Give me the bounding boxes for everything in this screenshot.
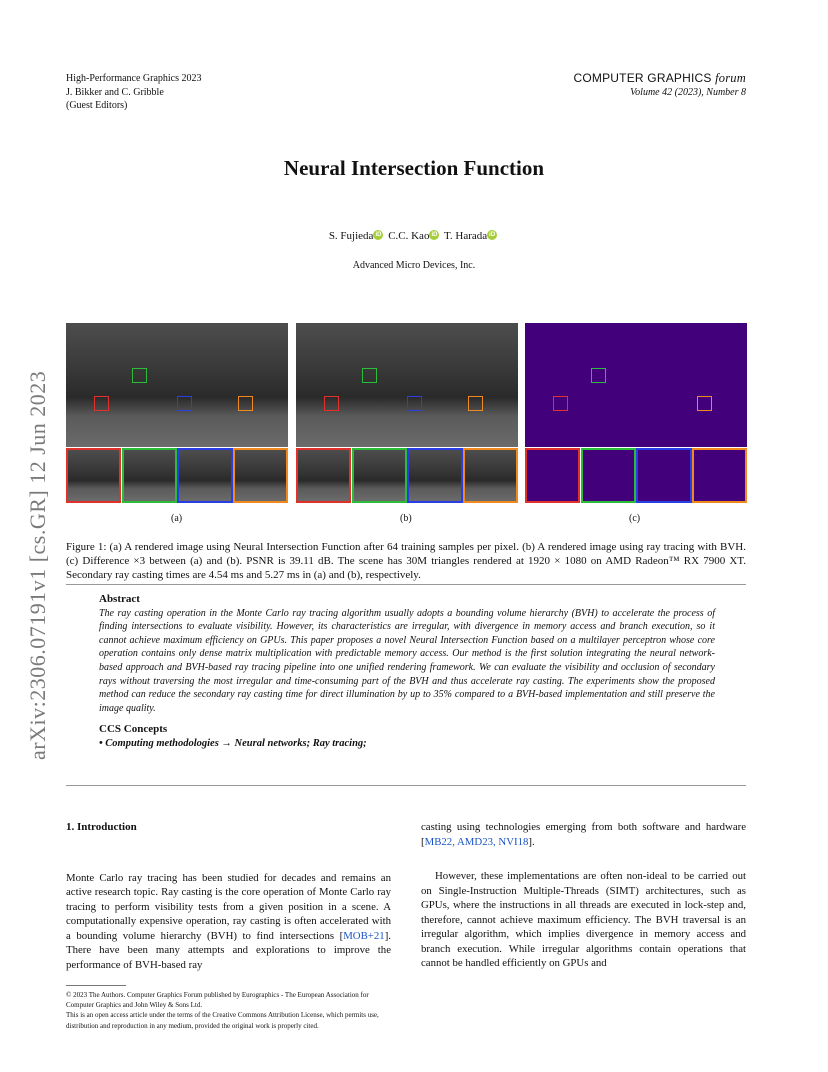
zoom-box-green [362,368,377,383]
arxiv-stamp: arXiv:2306.07191v1 [cs.GR] 12 Jun 2023 [25,370,50,760]
copyright-footnote [66,990,391,1031]
intro-paragraph-1: Monte Carlo ray tracing has been studied for decades and remains an active research topic. Ray casting is the core operation of Monte Carlo ray tracing to perform visibility tests from a given position in a scene. A computationally expensive operation, ray casting is often accelerated with a bounding volume hierarchy (BVH) to find intersections [MOB+21]. There have been many attempts and explorations to improve the performance of BVH-based ray [66,871,391,971]
ccs-heading: CCS Concepts [99,723,168,736]
zoom-box-orange [697,396,712,411]
figure-caption: Figure 1: (a) A rendered image using Neural Intersection Function after 64 training samples per pixel. (b) A rendered image using ray tracing with BVH. (c) Difference ×3 between (a) and (b). PSNR is 39.11 dB. The scene has 30M triangles rendered at 1920 × 1080 on AMD Radeon™ RX 7900 XT. Secondary ray casting times are 4.54 ms and 5.27 ms in (a) and (b), respectively. [66,541,746,582]
orcid-icon[interactable]: iD [375,232,382,238]
left-column [66,820,391,972]
author-2: C.C. Kao [388,230,430,242]
zoom-box-red [94,396,109,411]
subfigure-label-b: (b) [400,513,412,524]
figure-panel-b [296,323,518,505]
copyright-line: © 2023 The Authors. Computer Graphics Forum published by Eurographics - The European Association for Computer Graphics and John Wiley & Sons Ltd. [66,991,369,1010]
editors-role: (Guest Editors) [66,100,128,111]
abstract-block [99,593,715,751]
zoom-box-orange [238,396,253,411]
orcid-icon[interactable]: iD [431,232,438,238]
citation-link[interactable]: MOB+21 [343,929,385,942]
inset-blue [407,448,463,503]
abstract-text: The ray casting operation in the Monte Carlo ray tracing algorithm usually adopts a bounding volume hierarchy (BVH) to accelerate the process of finding intersections to evaluate visibility. However, its characteristics are irregular, with divergence in memory access and branch execution, so it cannot achieve maximum efficiency on GPUs. This paper proposes a novel Neural Intersection Function based on a multilayer perceptron whose core operation contains only dense matrix multiplication with predictable memory access. Our method is the first solution integrating the neural network-based approach and BVH-based ray tracing pipeline into one unified rendering framework. We can evaluate the visibility and occlusion of secondary rays without traversing the most irregular and time-consuming part of the BVH and thus accelerate ray casting. The experiments show the proposed method can reduce the secondary ray casting time for direct illumination by up to 35% compared to a BVH-based implementation and still preserve the image quality. [99,607,715,714]
ccs-text: • Computing methodologies → Neural networks; Ray tracing; [99,737,367,749]
affiliation: Advanced Micro Devices, Inc. [352,260,476,271]
ccs-concepts [99,723,715,750]
section-heading: 1. Introduction [66,821,137,833]
conference-name: High-Performance Graphics 2023 [66,73,202,84]
inset-green [122,448,177,503]
divider [66,584,746,585]
inset-green [581,448,636,503]
zoom-box-blue [407,396,422,411]
footnote-rule [66,985,126,986]
citation-link[interactable]: MB22, AMD23, NVI18 [424,835,529,848]
divider [66,785,746,786]
inset-orange [463,448,518,503]
inset-blue [177,448,233,503]
journal-volume: Volume 42 (2023), Number 8 [630,86,746,98]
inset-red [296,448,351,503]
author-1: S. Fujieda [328,230,374,242]
paper-title: Neural Intersection Function [283,156,545,180]
figure-panel-a [66,323,288,505]
inset-red [66,448,121,503]
zoom-box-green [132,368,147,383]
inset-orange [233,448,288,503]
journal-header [574,72,747,99]
journal-name: COMPUTER GRAPHICS forum [573,71,746,85]
subfigure-label-a: (a) [171,513,183,524]
abstract-heading: Abstract [99,593,140,605]
inset-orange [692,448,747,503]
render-image-a [66,323,288,447]
license-line: This is an open access article under the terms of the Creative Commons Attribution License, which permits use, distribution and reproduction in any medium, provided the original work is properly cited. [66,1011,379,1030]
zoom-box-orange [468,396,483,411]
zoom-box-red [553,396,568,411]
figure-panel-c [525,323,747,505]
intro-paragraph-continued: casting using technologies emerging from both software and hardware [MB22, AMD23, NVI18]. [421,821,746,848]
editors: J. Bikker and C. Gribble [66,86,164,98]
difference-image [525,323,747,447]
inset-green [352,448,407,503]
inset-red [525,448,580,503]
orcid-icon[interactable]: iD [489,232,496,238]
zoom-box-blue [177,396,192,411]
author-3: T. Harada [444,230,488,242]
subfigure-label-c: (c) [629,513,641,524]
zoom-box-green [591,368,606,383]
conference-header [66,72,202,113]
author-list [0,230,828,242]
inset-blue [636,448,692,503]
intro-paragraph-2: However, these implementations are often non-ideal to be carried out on Single-Instruction Multiple-Threads (SIMT) architectures, such as GPUs, where the instructions in all threads are executed in lock-step and, therefore, cannot achieve maximum efficiency. The BVH traversal is an irregular algorithm, which implies divergence in memory access and branch execution. While irregular algorithms contain operations that cannot be handled efficiently on GPUs and [421,870,746,969]
render-image-b [296,323,518,447]
right-column [421,820,746,971]
zoom-box-red [324,396,339,411]
